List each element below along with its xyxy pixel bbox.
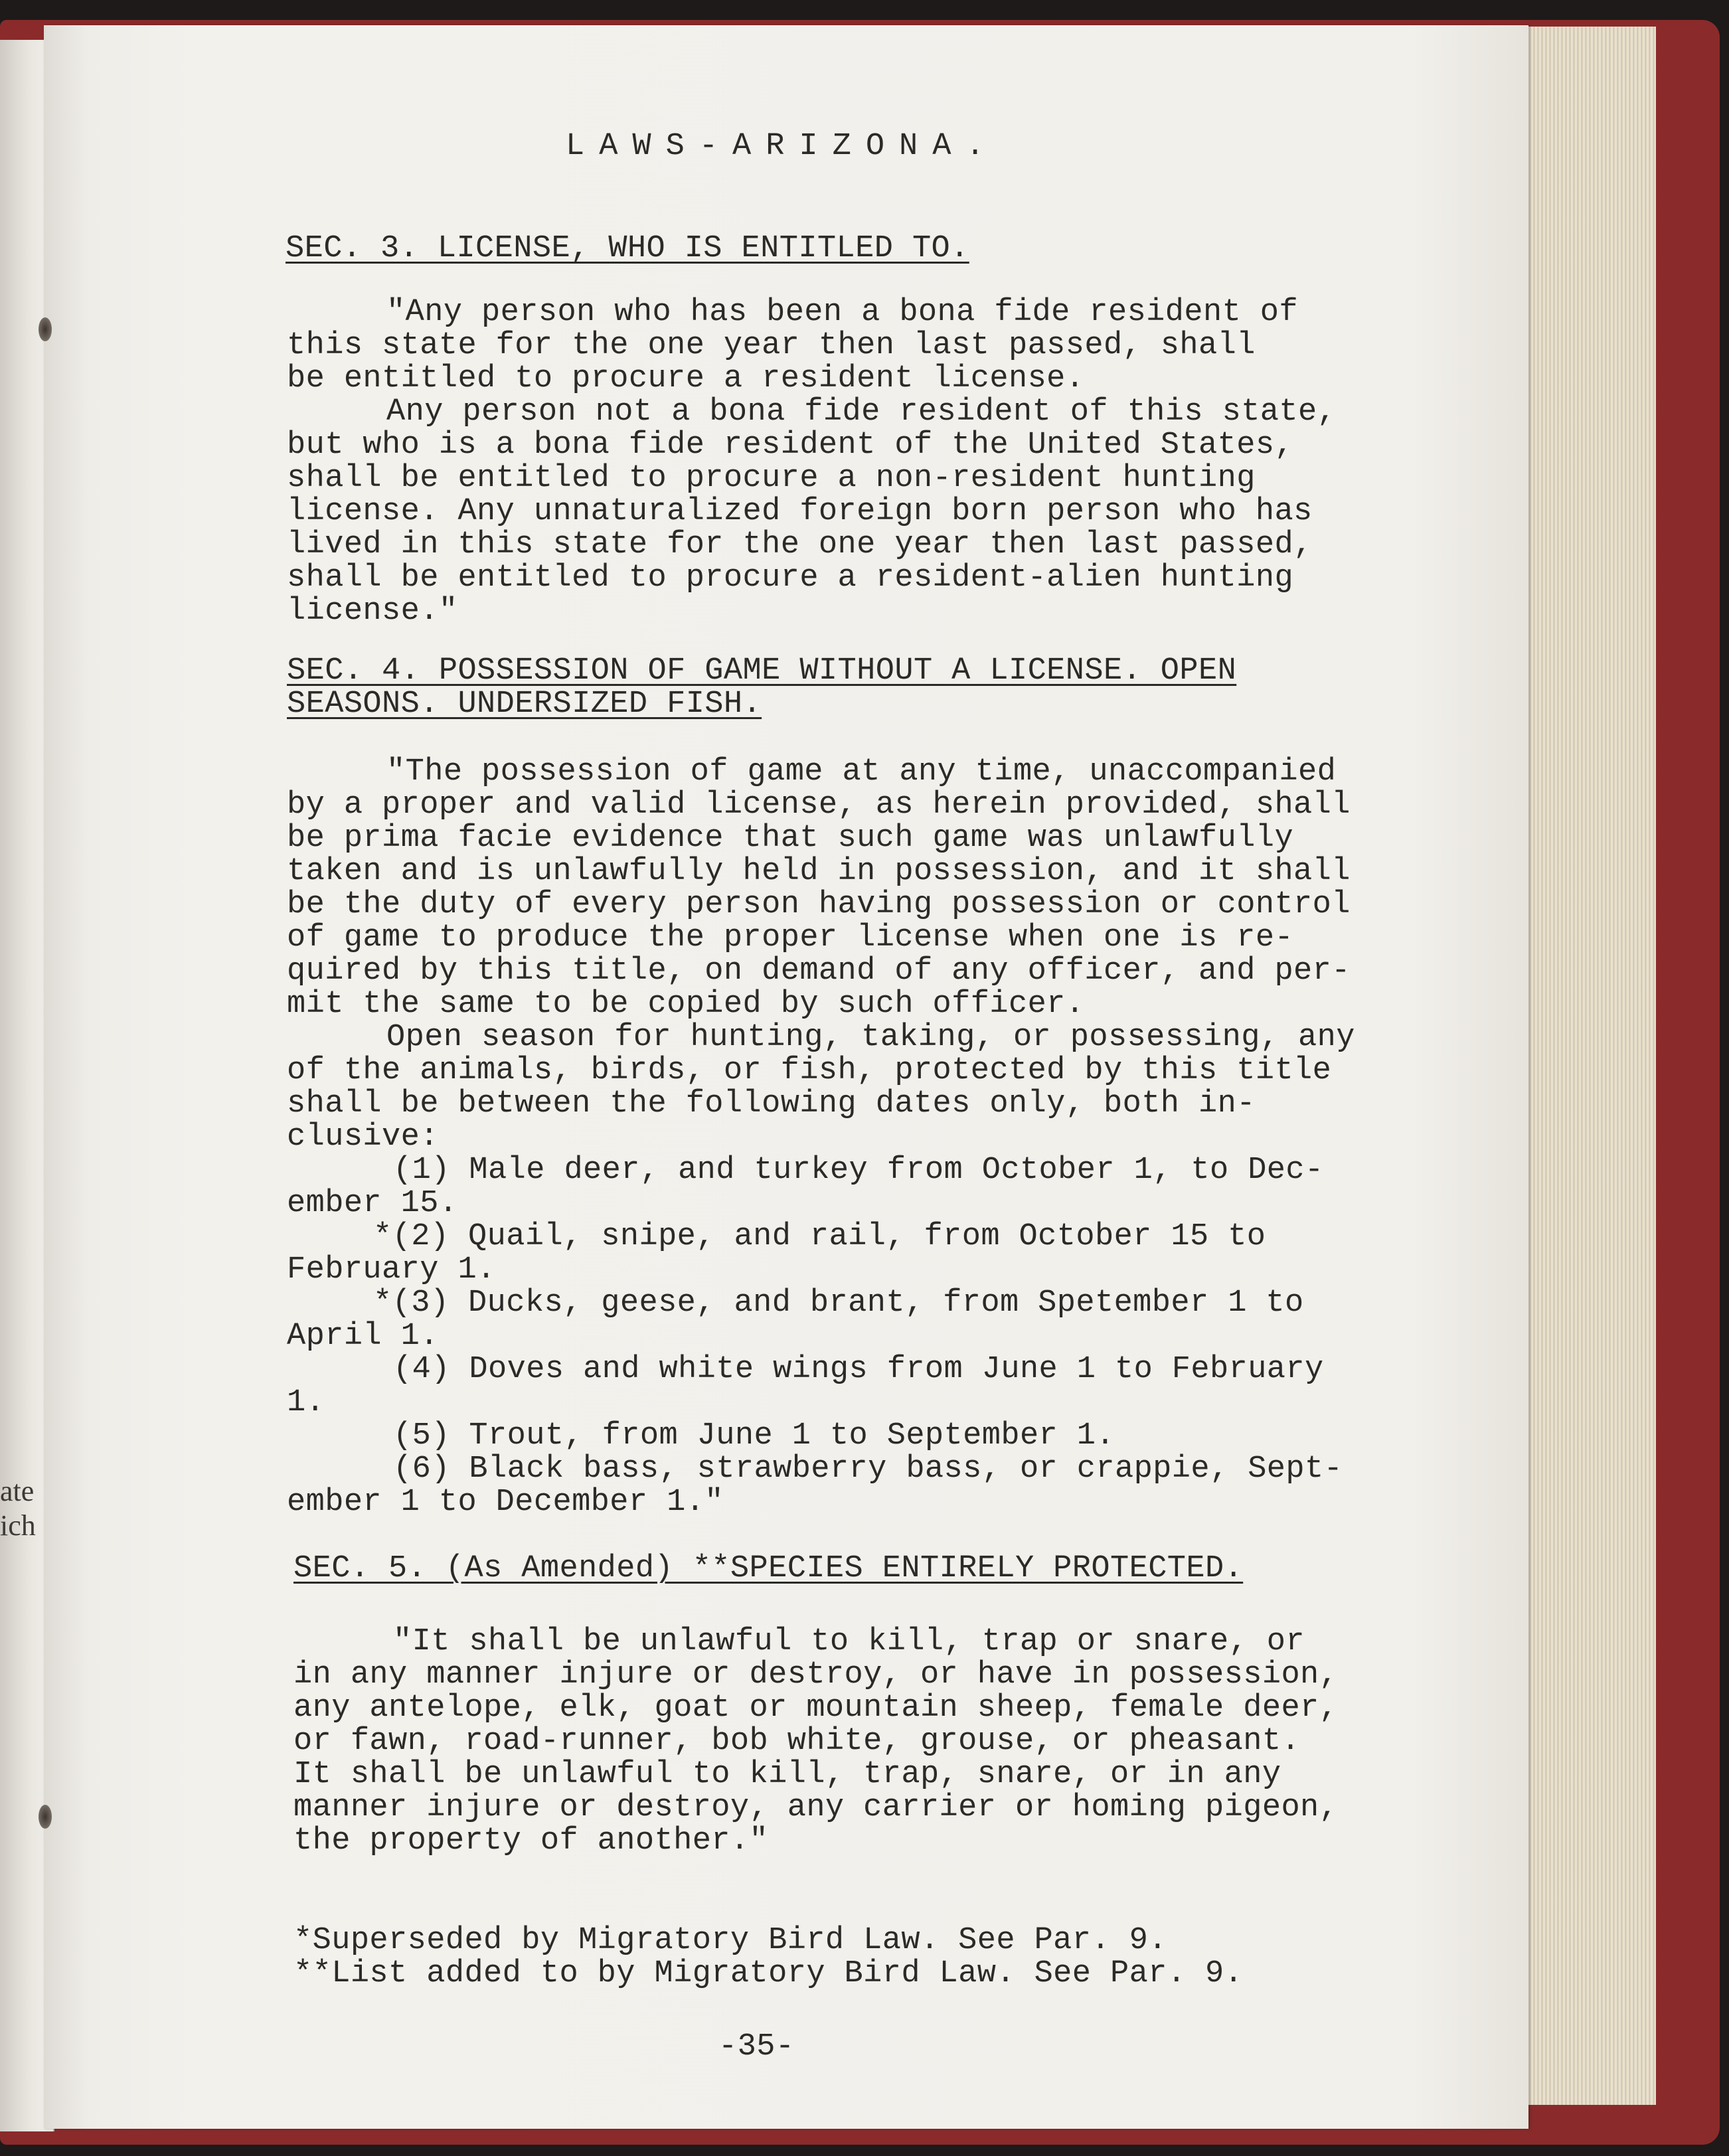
section-4-line: by a proper and valid license, as herein provided, shall (287, 788, 1351, 823)
section-5-line: It shall be unlawful to kill, trap, snare, or in any (293, 1757, 1281, 1792)
section-4-line: of game to produce the proper license when one is re- (287, 920, 1294, 955)
section-5-line: any antelope, elk, goat or mountain sheep, female deer, (293, 1691, 1339, 1726)
page-number: -35- (718, 2029, 795, 2064)
section-4-line: "The possession of game at any time, unaccompanied (386, 754, 1337, 789)
left-margin-fragment (0, 1474, 36, 1543)
margin-fragment-line: ate (0, 1475, 35, 1507)
section-4-line: ember 15. (287, 1186, 458, 1221)
section-4-line: of the animals, birds, or fish, protected by this title (287, 1053, 1332, 1088)
section-4-line: quired by this title, on demand of any officer, and per- (287, 954, 1351, 989)
section-4-heading: SEASONS. UNDERSIZED FISH. (287, 687, 762, 722)
footnote: **List added to by Migratory Bird Law. See Par. 9. (293, 1956, 1244, 1991)
section-3-line: license. Any unnaturalized foreign born person who has (287, 494, 1313, 529)
section-4-line: clusive: (287, 1119, 439, 1155)
page-edges (1522, 27, 1656, 2105)
section-4-line: Open season for hunting, taking, or possessing, any (386, 1020, 1355, 1055)
section-5-line: in any manner injure or destroy, or have in possession, (293, 1657, 1339, 1693)
section-4-line: 1. (287, 1385, 325, 1420)
book-page (44, 25, 1528, 2129)
section-4-line: (5) Trout, from June 1 to September 1. (393, 1418, 1115, 1453)
section-3-line: lived in this state for the one year then last passed, (287, 527, 1313, 562)
section-3-line: Any person not a bona fide resident of this state, (386, 394, 1337, 430)
section-5-heading: SEC. 5. (As Amended) **SPECIES ENTIRELY PROTECTED. (293, 1551, 1244, 1586)
section-3-line: "Any person who has been a bona fide resident of (386, 295, 1299, 330)
margin-fragment-line: ich (0, 1509, 36, 1542)
section-4-heading: SEC. 4. POSSESSION OF GAME WITHOUT A LICENSE. OPEN (287, 653, 1237, 689)
section-4-line: taken and is unlawfully held in possession, and it shall (287, 854, 1351, 889)
section-4-line: *(2) Quail, snipe, and rail, from October 15 to (373, 1219, 1266, 1254)
section-3-line: but who is a bona fide resident of the United States, (287, 428, 1294, 463)
section-3-line: be entitled to procure a resident license. (287, 361, 1085, 396)
section-5-line: or fawn, road-runner, bob white, grouse, or pheasant. (293, 1724, 1301, 1759)
section-5-line: manner injure or destroy, any carrier or homing pigeon, (293, 1790, 1339, 1825)
section-3-line: this state for the one year then last passed, shall (287, 328, 1256, 363)
section-4-line: be the duty of every person having possession or control (287, 887, 1351, 922)
section-4-line: shall be between the following dates only, both in- (287, 1086, 1256, 1121)
section-4-line: mit the same to be copied by such officer. (287, 987, 1085, 1022)
section-3-line: shall be entitled to procure a resident-alien hunting (287, 560, 1294, 596)
footnote: *Superseded by Migratory Bird Law. See Par. 9. (293, 1923, 1167, 1958)
section-4-line: April 1. (287, 1319, 439, 1354)
section-4-line: *(3) Ducks, geese, and brant, from Spetember 1 to (373, 1285, 1304, 1321)
section-4-line: be prima facie evidence that such game was unlawfully (287, 821, 1294, 856)
section-3-heading: SEC. 3. LICENSE, WHO IS ENTITLED TO. (286, 231, 969, 266)
section-5-line: "It shall be unlawful to kill, trap or snare, or (393, 1624, 1305, 1659)
binding-hole (39, 317, 52, 341)
section-3-line: license." (287, 594, 458, 629)
section-4-line: ember 1 to December 1." (287, 1485, 724, 1520)
section-4-line: February 1. (287, 1252, 496, 1287)
running-head: LAWS-ARIZONA. (566, 129, 999, 164)
section-4-line: (1) Male deer, and turkey from October 1, to Dec- (393, 1153, 1324, 1188)
section-4-line: (6) Black bass, strawberry bass, or crappie, Sept- (393, 1451, 1343, 1487)
section-5-line: the property of another." (293, 1823, 769, 1859)
section-4-line: (4) Doves and white wings from June 1 to February (393, 1352, 1324, 1387)
section-3-line: shall be entitled to procure a non-resident hunting (287, 461, 1256, 496)
binding-hole (39, 1805, 52, 1829)
